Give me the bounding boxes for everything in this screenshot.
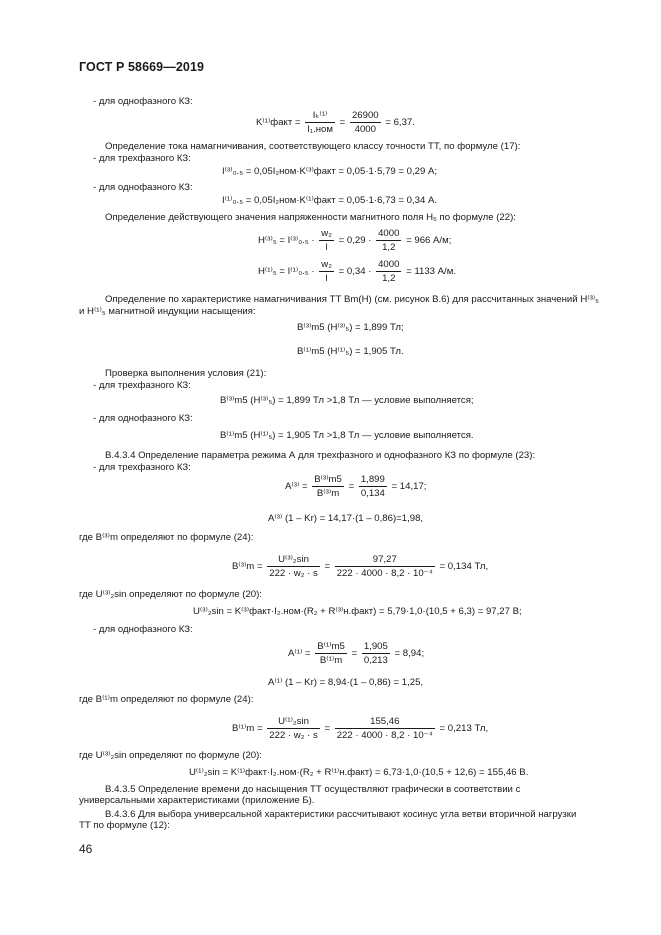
formula-k-fakt-1: K⁽¹⁾факт = $\frac{\text{Iₖ⁽¹⁾}}{\text{I₁.ном}}$ = $\frac{26900}{4000}$ = 6,37.	[256, 110, 415, 135]
formula-cond-1: B⁽¹⁾m5 (H⁽¹⁾₅) = 1,905 Тл >1,8 Тл — условие выполняется.	[220, 430, 474, 441]
formula-a1: A⁽¹⁾ = $\frac{\text{B⁽¹⁾m5}}{\text{B⁽¹⁾m}}$ = $\frac{1,905}{0,213}$ = 8,94;	[288, 641, 425, 666]
text-line: где U⁽³⁾₂sin определяют по формуле (20):	[79, 750, 262, 761]
formula-bm5-3: B⁽³⁾m5 (H⁽³⁾₅) = 1,899 Тл;	[297, 322, 404, 333]
formula-u2sin-3: U⁽³⁾₂sin = K⁽³⁾факт·I₂.ном·(R₂ + R⁽³⁾н.факт) = 5,79·1,0·(10,5 + 6,3) = 97,27 В;	[193, 606, 522, 617]
text-line: - для однофазного КЗ:	[93, 413, 193, 424]
formula-a3-kr: A⁽³⁾ (1 – Kr) = 14,17·(1 – 0,86)=1,98,	[268, 513, 424, 524]
paragraph-b436: В.4.3.6 Для выбора универсальной характеристики рассчитывают косинус угла ветви вторичной нагрузки ТТ по формуле (12):	[79, 809, 577, 831]
text-line: Определение по характеристике намагничивания ТТ Bm(H) (см. рисунок В.6) для рассчитанных значений H⁽³⁾₅	[105, 294, 600, 305]
formula-i05-1: I⁽¹⁾₀.₅ = 0,05I₂ном·K⁽¹⁾факт = 0,05·1·6,73 = 0,34 А.	[222, 195, 438, 206]
formula-u2sin-1: U⁽¹⁾₂sin = K⁽¹⁾факт·I₂.ном·(R₂ + R⁽¹⁾н.факт) = 6,73·1,0·(10,5 + 12,6) = 155,46 В.	[189, 767, 529, 778]
formula-bm1: B⁽¹⁾m = $\frac{\text{U⁽¹⁾₂sin}}{\text{222 · w₂ · s}}$ = $\frac{155,46}{\text{222 · 4000 · 8,2 · 10⁻⁴}}$ = 0,213 Тл,	[232, 716, 489, 741]
text-line: где U⁽³⁾₂sin определяют по формуле (20):	[79, 589, 262, 600]
text-line: - для однофазного КЗ:	[93, 624, 193, 635]
text-line: Проверка выполнения условия (21):	[105, 368, 267, 379]
formula-a3: A⁽³⁾ = $\frac{\text{B⁽³⁾m5}}{\text{B⁽³⁾m}}$ = $\frac{1,899}{0,134}$ = 14,17;	[285, 474, 427, 499]
document-header: ГОСТ Р 58669—2019	[79, 60, 205, 74]
text-line: где B⁽³⁾m определяют по формуле (24):	[79, 532, 254, 543]
text-line: Определение тока намагничивания, соответствующего классу точности ТТ, по формуле (17):	[105, 141, 521, 152]
text-line: - для трехфазного КЗ:	[93, 462, 191, 473]
formula-bm3: B⁽³⁾m = $\frac{\text{U⁽³⁾₂sin}}{\text{222 · w₂ · s}}$ = $\frac{97,27}{\text{222 · 4000 · 8,2 · 10⁻⁴}}$ = 0,134 Тл,	[232, 554, 489, 579]
text-line: Определение действующего значения напряженности магнитного поля H₅ по формуле (22):	[105, 212, 516, 223]
text-line: - для трехфазного КЗ:	[93, 153, 191, 164]
formula-bm5-1: B⁽¹⁾m5 (H⁽¹⁾₅) = 1,905 Тл.	[297, 346, 404, 357]
formula-a1-kr: A⁽¹⁾ (1 – Kr) = 8,94·(1 – 0,86) = 1,25,	[268, 677, 424, 688]
formula-h5-1: H⁽¹⁾₅ = I⁽¹⁾₀.₅ · $\frac{\text{w₂}}{l}$ = 0,34 · $\frac{4000}{1,2}$ = 1133 А/м.	[258, 259, 456, 284]
formula-h5-3: H⁽³⁾₅ = I⁽³⁾₀.₅ · $\frac{\text{w₂}}{l}$ = 0,29 · $\frac{4000}{1,2}$ = 966 А/м;	[258, 228, 452, 253]
formula-i05-3: I⁽³⁾₀.₅ = 0,05I₂ном·K⁽³⁾факт = 0,05·1·5,79 = 0,29 А;	[222, 166, 438, 177]
formula-cond-3: B⁽³⁾m5 (H⁽³⁾₅) = 1,899 Тл >1,8 Тл — условие выполняется;	[220, 395, 474, 406]
text-line: - для трехфазного КЗ:	[93, 380, 191, 391]
paragraph-b435: В.4.3.5 Определение времени до насыщения ТТ осуществляют графически в соответствии с универсальными характеристиками (приложение Б).	[79, 784, 521, 806]
page-number: 46	[79, 842, 93, 856]
text-line: и H⁽¹⁾₅ магнитной индукции насыщения:	[79, 306, 256, 317]
text-line: где B⁽¹⁾m определяют по формуле (24):	[79, 694, 254, 705]
text-line: - для однофазного КЗ:	[93, 182, 193, 193]
text-line: - для однофазного КЗ:	[93, 96, 193, 107]
text-line: В.4.3.4 Определение параметра режима А для трехфазного и однофазного КЗ по формуле (23):	[105, 450, 536, 461]
